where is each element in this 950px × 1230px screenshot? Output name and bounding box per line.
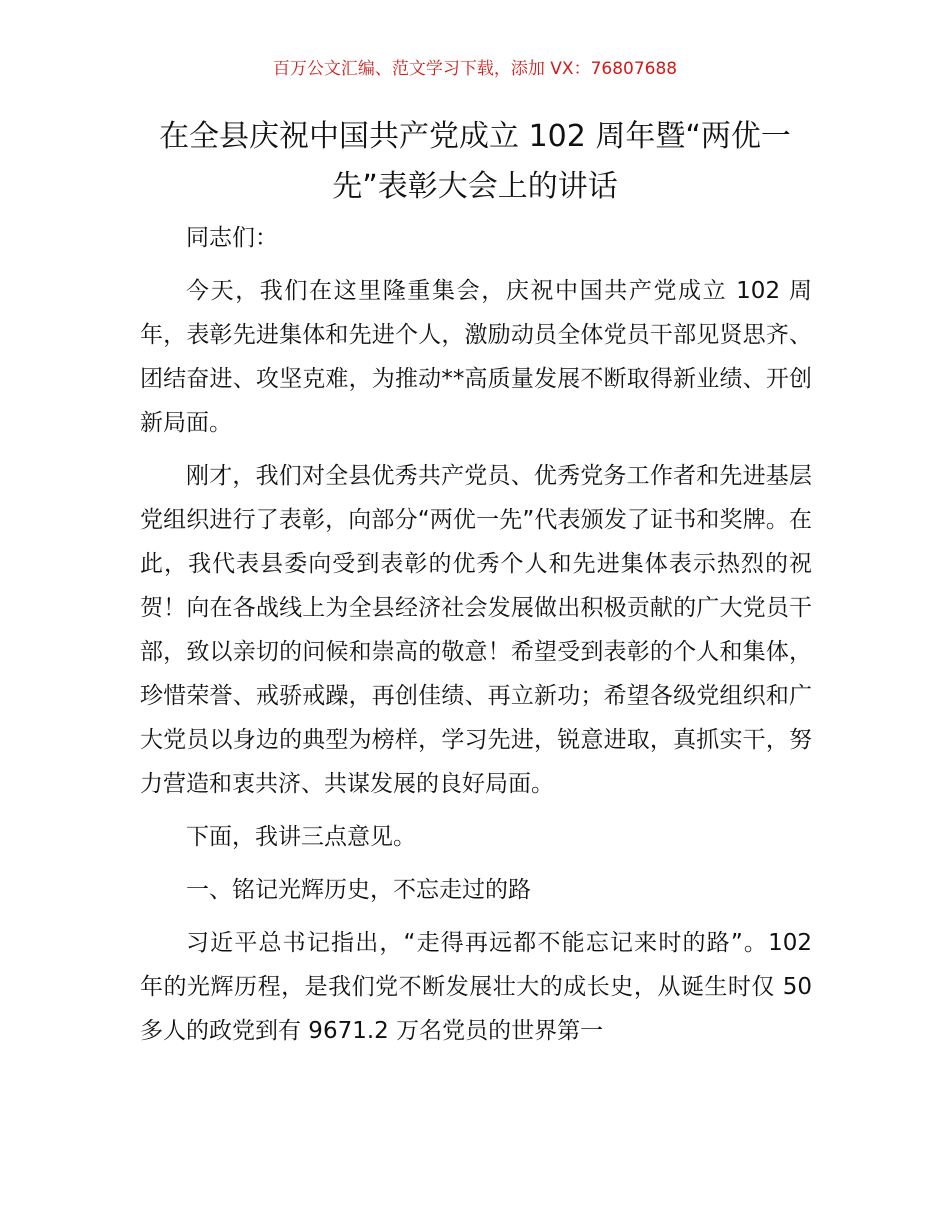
document-body bbox=[140, 216, 812, 1062]
section-heading: 一、铭记光辉历史，不忘走过的路 bbox=[186, 877, 531, 903]
body-paragraph: 今天，我们在这里隆重集会，庆祝中国共产党成立 102 周年，表彰先进集体和先进个人，激励动员全体党员干部见贤思齐、团结奋进、攻坚克难，为推动**高质量发展不断取得新业绩、开创新局面。 bbox=[140, 278, 812, 436]
watermark-header: 百万公文汇编、范文学习下载，添加 VX：76807688 bbox=[272, 59, 678, 79]
body-paragraph: 习近平总书记指出，“走得再远都不能忘记来时的路”。102 年的光辉历程，是我们党不断发展壮大的成长史，从诞生时仅 50 多人的政党到有 9671.2 万名党员的世界第一 bbox=[140, 930, 812, 1044]
body-paragraph: 刚才，我们对全县优秀共产党员、优秀党务工作者和先进基层党组织进行了表彰，向部分“两优一先”代表颁发了证书和奖牌。在此，我代表县委向受到表彰的优秀个人和先进集体表示热烈的祝贺！向在各战线上为全县经济社会发展做出积极贡献的广大党员干部，致以亲切的问候和崇高的敬意！希望受到表彰的个人和集体，珍惜荣誉、戒骄戒躁，再创佳绩、再立新功；希望各级党组织和广大党员以身边的典型为榜样，学习先进，锐意进取，真抓实干，努力营造和衷共济、共谋发展的良好局面。 bbox=[140, 463, 812, 797]
body-paragraph: 下面，我讲三点意见。 bbox=[186, 824, 416, 850]
salutation-paragraph: 同志们： bbox=[186, 225, 278, 251]
document-title: 在全县庆祝中国共产党成立 102 周年暨“两优一先”表彰大会上的讲话 bbox=[159, 119, 791, 204]
